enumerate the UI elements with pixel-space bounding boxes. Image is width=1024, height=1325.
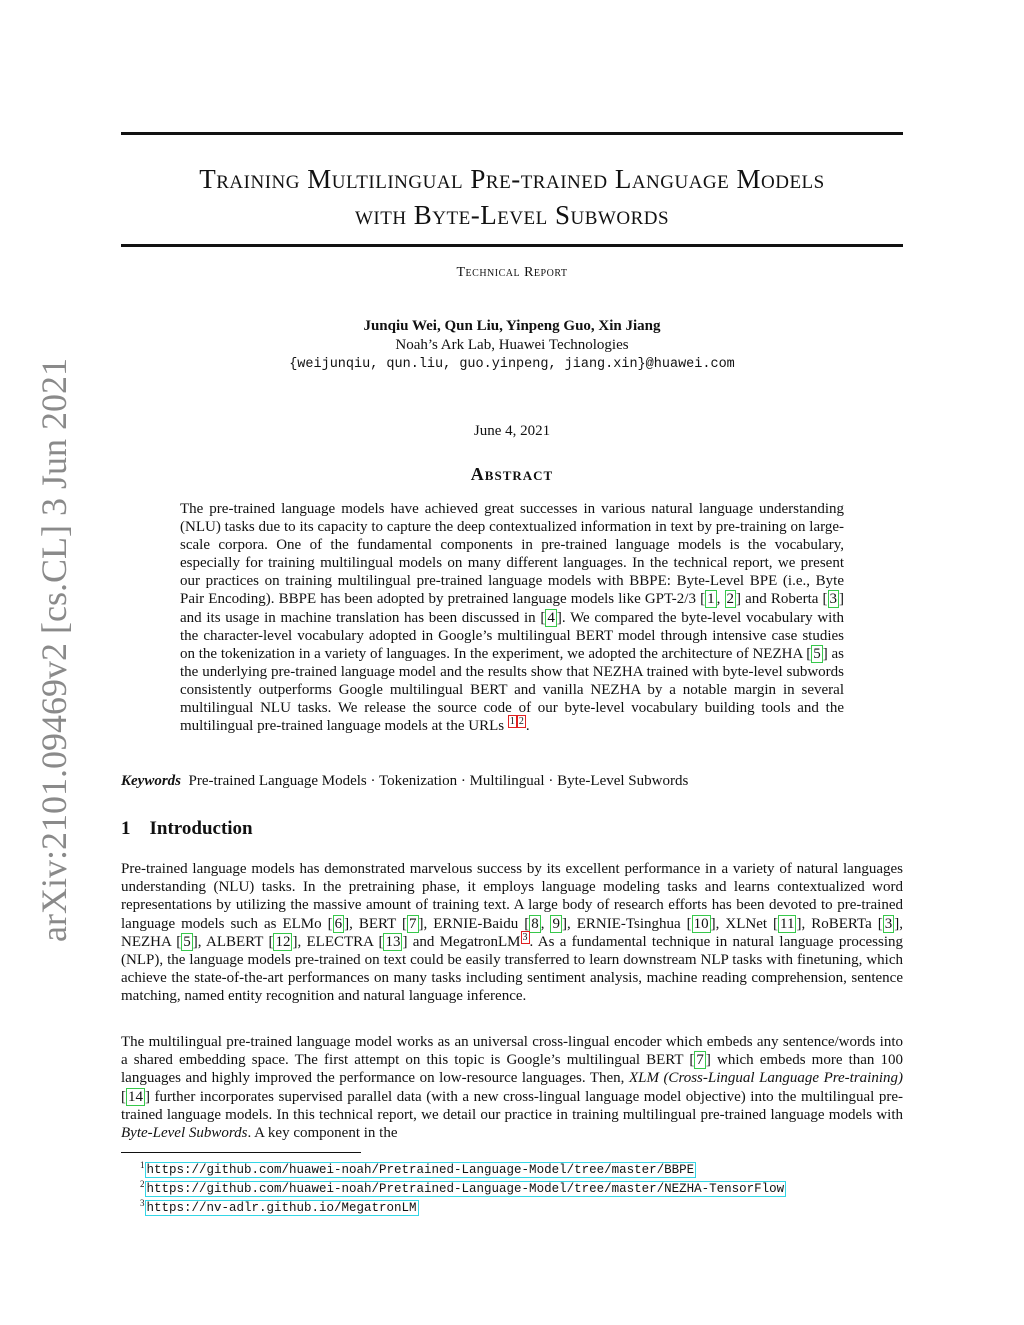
citation-link[interactable]: 3 bbox=[884, 915, 893, 932]
citation-link[interactable]: 6 bbox=[334, 915, 343, 932]
citation-link[interactable]: 9 bbox=[552, 915, 560, 932]
section-heading-introduction: 1 Introduction bbox=[121, 818, 253, 839]
citation-link[interactable]: 7 bbox=[696, 1052, 704, 1069]
citation-link[interactable]: 8 bbox=[531, 915, 539, 932]
citation-link[interactable]: 1 bbox=[707, 591, 715, 608]
paper-date: June 4, 2021 bbox=[473, 423, 551, 439]
citation-link[interactable]: 7 bbox=[409, 915, 417, 932]
keywords-line bbox=[121, 773, 688, 790]
title-rule-top bbox=[121, 132, 903, 135]
author-names: Junqiu Wei, Qun Liu, Yinpeng Guo, Xin Jiang bbox=[363, 318, 661, 334]
citation-link[interactable]: 13 bbox=[385, 933, 401, 950]
footnote-link[interactable]: 3 bbox=[522, 931, 528, 943]
paper-title-line1: Training Multilingual Pre-trained Language Models bbox=[199, 164, 825, 194]
abstract-heading: Abstract bbox=[470, 464, 554, 484]
keywords-text: Pre-trained Language Models · Tokenization · Multilingual · Byte-Level Subwords bbox=[188, 773, 689, 789]
footnote-url-link[interactable]: https://github.com/huawei-noah/Pretrained-Language-Model/tree/master/BBPE bbox=[146, 1163, 695, 1178]
citation-link[interactable]: 2 bbox=[726, 591, 734, 608]
footnote-url-link[interactable]: https://nv-adlr.github.io/MegatronLM bbox=[146, 1201, 417, 1216]
title-rule-bottom bbox=[121, 244, 903, 247]
citation-link[interactable]: 10 bbox=[693, 915, 709, 932]
citation-link[interactable]: 5 bbox=[183, 933, 191, 950]
abstract-text: The pre-trained language models have achieved great successes in various natural language understanding (NLU) tasks due to its capacity to capture the deep contextualized information in text by pre-training on large-scale corpora. One of the fundamental components in pre-trained language models is the vocabulary, especially for training multilingual models on many different languages. In the technical report, we present our practices on training multilingual pre-trained language models with BBPE: Byte-Level BPE (i.e., Byte Pair Encoding). BBPE has been adopted by pretrained language models like GPT-2/3 [ 1 , 2 ] and Roberta [ 3 ] and its usage in machine translation has been discussed in [ 4 ]. We compared the byte-level vocabulary with the character-level vocabulary adopted in Google’s multilingual BERT model through intensive case studies on the tokenization in a variety of languages. In the experiment, we adopted the architecture of NEZHA [ 5 ] as the underlying pre-trained language model and the results show that NEZHA trained with byte-level subwords consistently outperforms Google multilingual BERT and vanilla NEZHA by a notable margin in several multilingual NLU tasks. We release the source code of our byte-level vocabulary building tools and the multilingual pre-trained language models at the URLs $^1$ $^2$ . bbox=[180, 501, 845, 735]
keywords-label: Keywords bbox=[121, 773, 181, 789]
author-emails: {weijunqiu, qun.liu, guo.yinpeng, jiang.xin}@huawei.com bbox=[289, 357, 735, 372]
citation-link[interactable]: 11 bbox=[780, 915, 795, 932]
intro-paragraph-1: Pre-trained language models has demonstrated marvelous success by its excellent performance in a variety of natural languages understanding (NLU) tasks. In the pretraining phase, it employs language modeling tasks and learns contextualized word representations by utilizing the massive amount of training text. A large body of research efforts has been devoted to pre-trained language models such as ELMo [ 6 ], BERT [ 7 ], ERNIE-Baidu [ 8 , 9 ], ERNIE-Tsinghua [ 10 ], XLNet [ 11 ], RoBERTa [ 3 ], NEZHA [ 5 ], ALBERT [ 12 ], ELECTRA [ 13 ] and MegatronLM $^3$ . As a fundamental technique in natural language processing (NLP), the language models pre-trained on text could be easily transferred to learn downstream NLP tasks with finetuning, which achieve the state-of-the-art performances on many tasks including sentiment analysis, machine reading comprehension, sentence matching, named entity recognition and natural language inference. bbox=[121, 861, 904, 1005]
paper-title-line2: with Byte-Level Subwords bbox=[354, 200, 670, 230]
citation-link[interactable]: 14 bbox=[128, 1088, 143, 1105]
citation-link[interactable]: 4 bbox=[547, 609, 555, 626]
arxiv-identifier: arXiv:2101.09469v2 [cs.CL] 3 Jun 2021 bbox=[34, 358, 74, 942]
footnote-link[interactable]: 2 bbox=[518, 716, 524, 728]
footnote-1: $^1$ https://github.com/huawei-noah/Pretrained-Language-Model/tree/master/BBPE bbox=[140, 1160, 695, 1178]
citation-link[interactable]: 5 bbox=[813, 645, 821, 662]
footnote-3: $^3$ https://nv-adlr.github.io/MegatronLM bbox=[140, 1198, 417, 1216]
footnote-url-link[interactable]: https://github.com/huawei-noah/Pretrained-Language-Model/tree/master/NEZHA-TensorFlow bbox=[146, 1182, 785, 1197]
citation-link[interactable]: 12 bbox=[275, 933, 291, 950]
footnote-2: $^2$ https://github.com/huawei-noah/Pretrained-Language-Model/tree/master/NEZHA-TensorFlow bbox=[140, 1179, 785, 1197]
footnote-link[interactable]: 1 bbox=[509, 716, 515, 728]
author-affiliation: Noah’s Ark Lab, Huawei Technologies bbox=[395, 337, 629, 353]
citation-link[interactable]: 3 bbox=[829, 591, 838, 608]
report-type: Technical Report bbox=[456, 265, 568, 280]
footnote-divider bbox=[121, 1152, 361, 1153]
intro-paragraph-2: The multilingual pre-trained language model works as an universal cross-lingual encoder which embeds any sentence/words into a shared embedding space. The first attempt on this topic is Google’s multilingual BERT [ 7 ] which embeds more than 100 languages and highly improved the performance on low-resource languages. Then, XLM (Cross-Lingual Language Pre-training) [ 14 ] further incorporates supervised parallel data (with a new cross-lingual language model objective) into the multilingual pre-trained language models. In this technical report, we detail our practice in training multilingual pre-trained language models with Byte-Level Subwords. A key component in the bbox=[121, 1034, 904, 1142]
